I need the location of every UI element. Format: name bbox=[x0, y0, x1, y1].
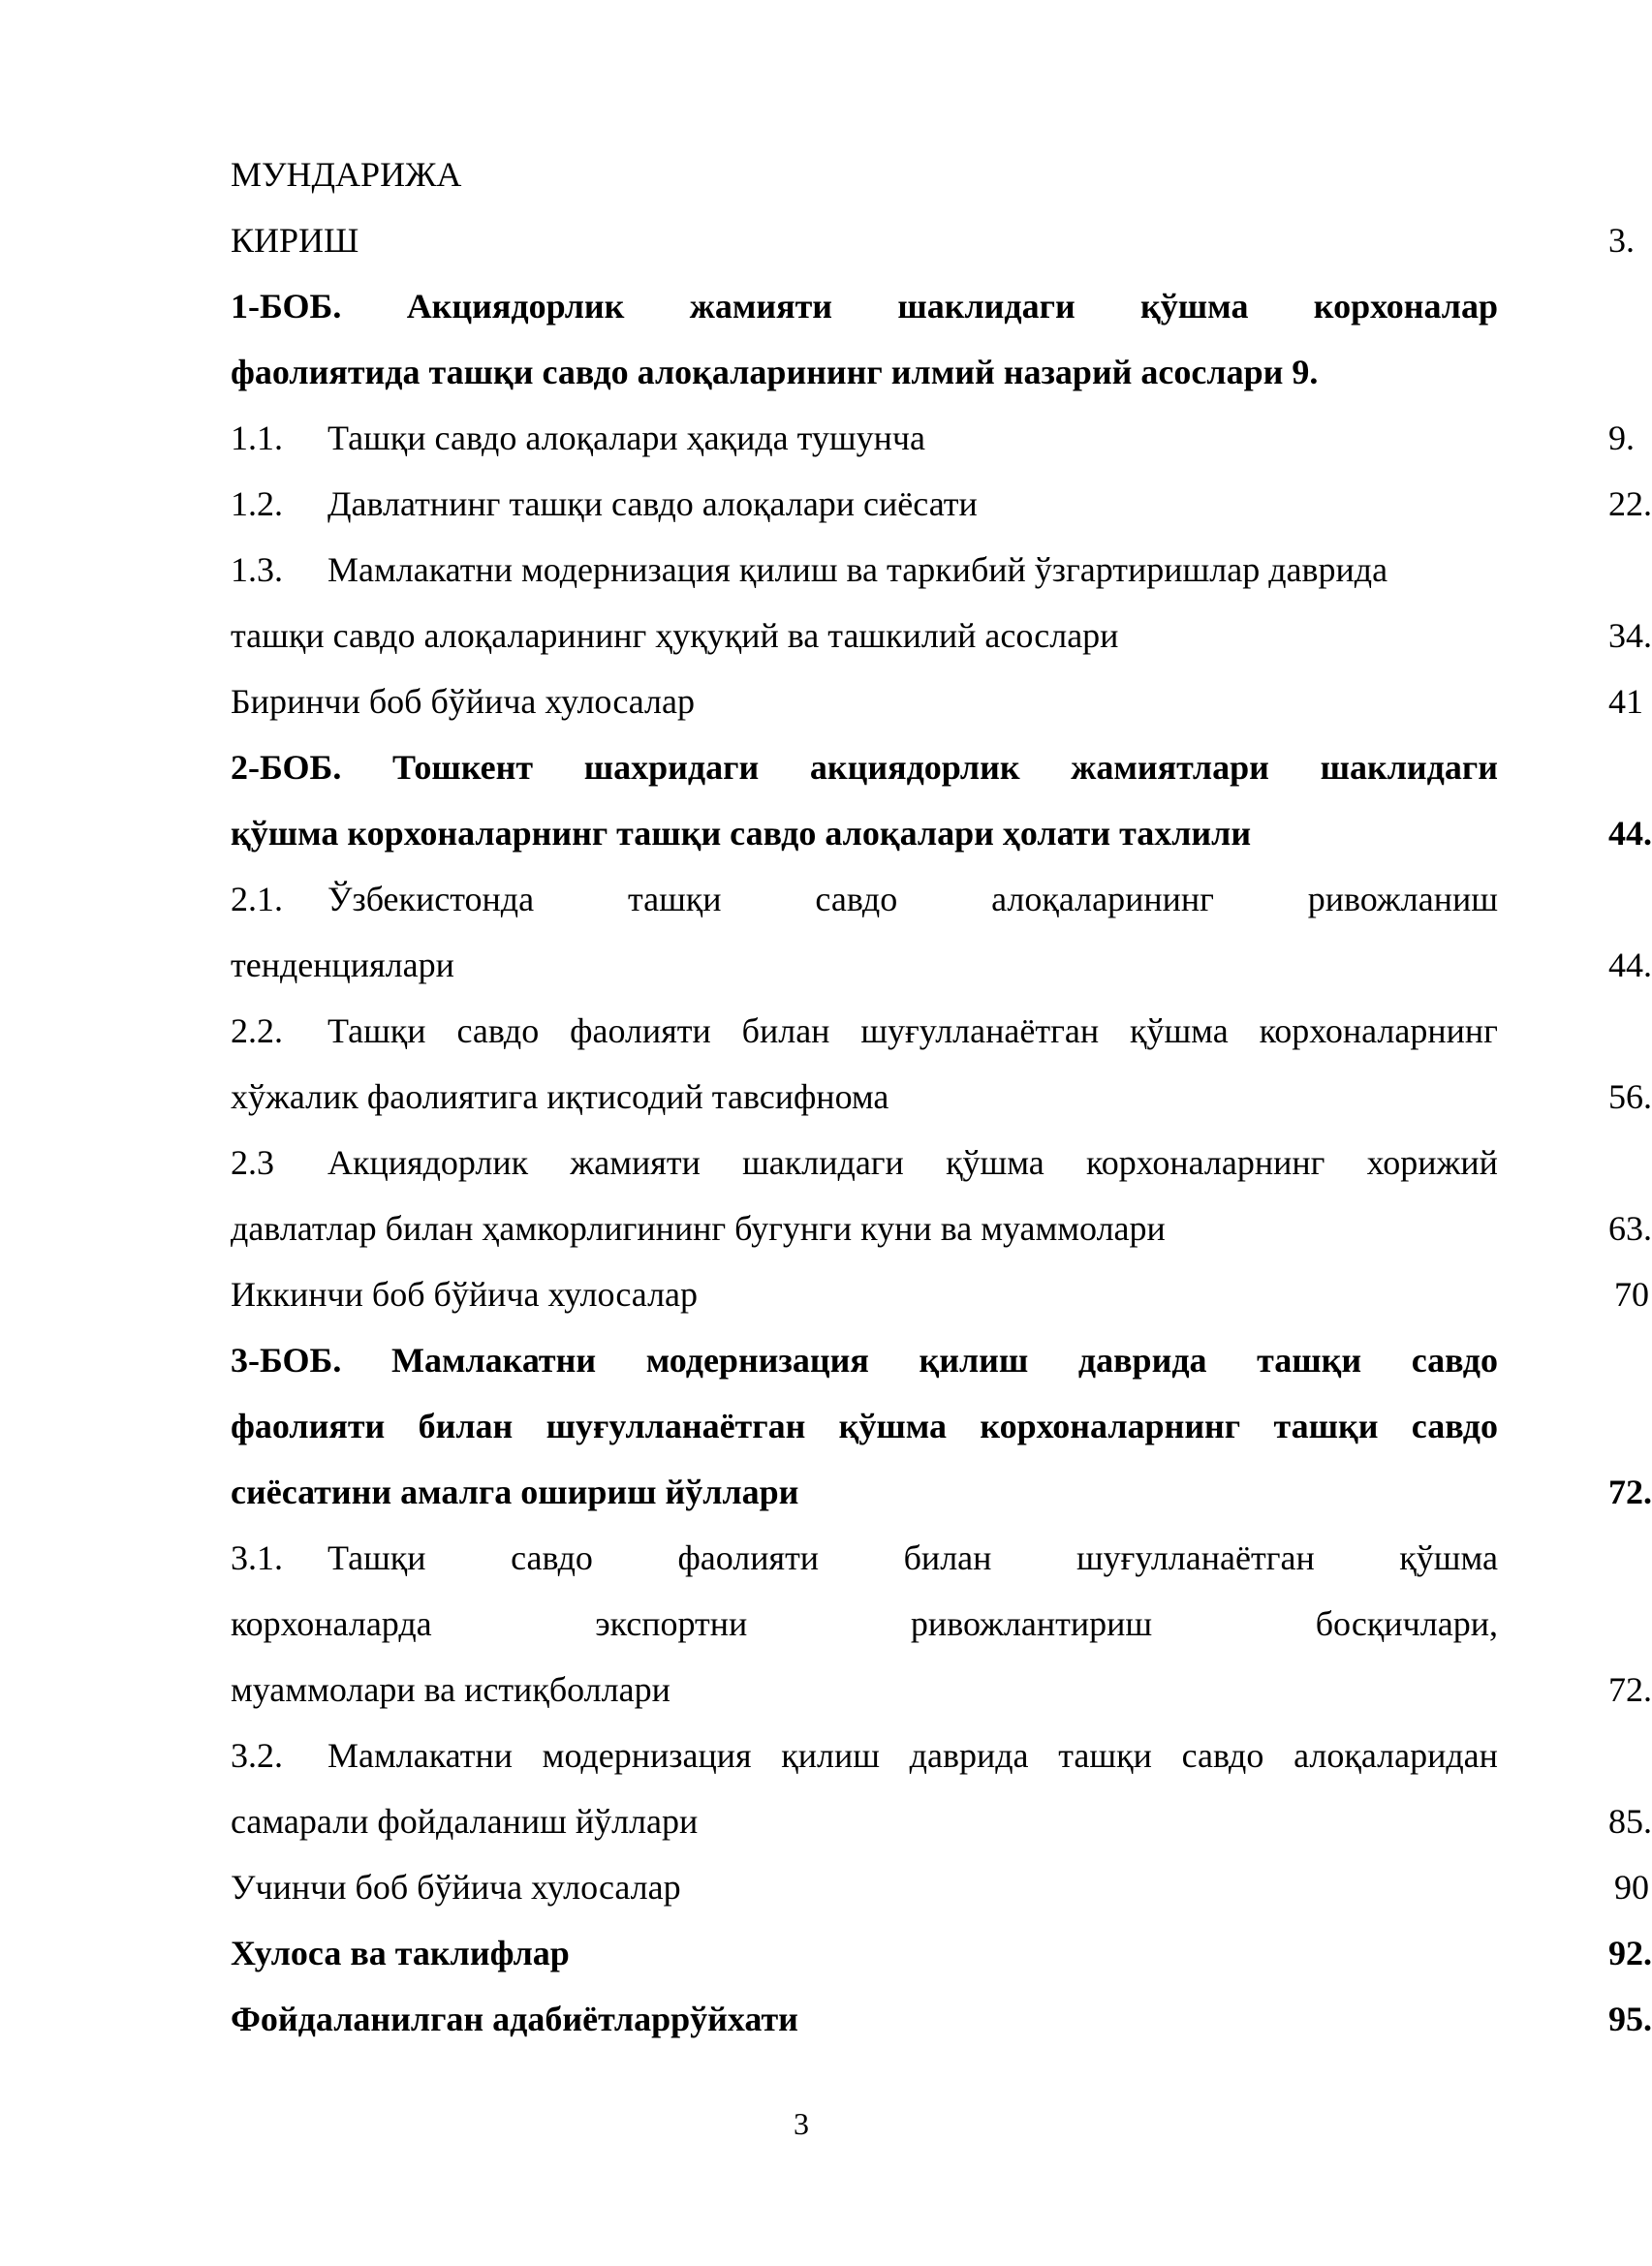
toc-page-number: 9. bbox=[1608, 419, 1635, 457]
toc-word: 1-БОБ. bbox=[231, 287, 342, 326]
toc-section-title bbox=[327, 1135, 1498, 1190]
toc-entry-conclusion-2 bbox=[231, 1267, 1649, 1321]
toc-section-number: 1.1. bbox=[231, 419, 283, 457]
toc-chapter-2-heading-cont: қўшма корхоналарнинг ташқи савдо алоқалари ҳолати тахлили bbox=[231, 814, 1252, 853]
toc-word: қўшма bbox=[946, 1143, 1044, 1182]
toc-word: Мамлакатни bbox=[327, 1736, 513, 1775]
toc-entry-3-1 bbox=[231, 1531, 1498, 1585]
toc-word: корхоналарнинг bbox=[980, 1407, 1241, 1445]
toc-word: савдо bbox=[815, 880, 898, 918]
toc-section-title: Мамлакатни модернизация қилиш ва таркибий ўзгартиришлар даврида bbox=[327, 550, 1388, 589]
toc-section-title-cont: самарали фойдаланиш йўллари bbox=[231, 1802, 699, 1841]
toc-word: 2-БОБ. bbox=[231, 748, 342, 787]
toc-page-number: 92. bbox=[1608, 1934, 1652, 1972]
toc-page-number: 95. bbox=[1608, 2000, 1652, 2038]
toc-word: қўшма bbox=[1129, 1011, 1229, 1050]
page-number: 3 bbox=[794, 2106, 809, 2141]
toc-entry-2-3 bbox=[231, 1135, 1498, 1190]
toc-chapter-2-heading bbox=[231, 740, 1498, 794]
toc-word: қилиш bbox=[919, 1341, 1029, 1380]
toc-entry-label: КИРИШ bbox=[231, 221, 359, 260]
toc-entry-label: Хулоса ва таклифлар bbox=[231, 1934, 570, 1972]
toc-chapter-3-line2 bbox=[231, 1399, 1498, 1453]
toc-word: қилиш bbox=[781, 1736, 880, 1775]
toc-entry-references bbox=[231, 1992, 1652, 2046]
toc-page-number: 85. bbox=[1608, 1802, 1652, 1841]
toc-entry-1-2 bbox=[231, 477, 1652, 531]
toc-chapter-2-line1 bbox=[231, 740, 1498, 794]
toc-page-number: 70 bbox=[1614, 1275, 1649, 1314]
toc-page-number: 22. bbox=[1608, 484, 1652, 523]
toc-word: экспортни bbox=[595, 1604, 748, 1643]
toc-section-title bbox=[327, 1004, 1498, 1058]
toc-chapter-3-heading bbox=[231, 1333, 1498, 1387]
toc-section-title bbox=[327, 1531, 1498, 1585]
toc-section-title: Ташқи савдо алоқалари ҳақида тушунча bbox=[327, 419, 925, 457]
toc-word: алоқаларининг bbox=[991, 880, 1214, 918]
toc-word: фаолияти bbox=[231, 1407, 386, 1445]
toc-word: савдо bbox=[456, 1011, 540, 1050]
toc-word: ривожлантириш bbox=[910, 1604, 1153, 1643]
toc-page-number: 3. bbox=[1608, 221, 1635, 260]
toc-section-number: 3.1. bbox=[231, 1538, 283, 1577]
toc-word: шахридаги bbox=[583, 748, 760, 787]
toc-word: корхоналарнинг bbox=[1086, 1143, 1325, 1182]
toc-title bbox=[231, 147, 1498, 202]
toc-word: ташқи bbox=[1058, 1736, 1152, 1775]
toc-section-number: 2.3 bbox=[231, 1143, 274, 1182]
toc-page-number: 72. bbox=[1608, 1670, 1652, 1709]
toc-word: ташқи bbox=[627, 880, 722, 918]
toc-entry-label: Фойдаланилган адабиётларрўйхати bbox=[231, 2000, 798, 2038]
toc-word: Акциядорлик bbox=[327, 1143, 529, 1182]
toc-word: қўшма bbox=[1399, 1538, 1498, 1577]
toc-chapter-1-line2 bbox=[231, 345, 1498, 399]
toc-section-title bbox=[327, 872, 1498, 926]
toc-word: савдо bbox=[1411, 1407, 1498, 1445]
toc-word: босқичлари, bbox=[1315, 1604, 1498, 1643]
toc-chapter-3-line1 bbox=[231, 1333, 1498, 1387]
toc-word: савдо bbox=[1181, 1736, 1264, 1775]
toc-section-number: 2.1. bbox=[231, 880, 283, 918]
toc-chapter-3-heading-end: сиёсатини амалга ошириш йўллари bbox=[231, 1473, 799, 1511]
toc-section-title bbox=[327, 1728, 1498, 1783]
toc-chapter-3-line3 bbox=[231, 1465, 1652, 1519]
toc-page-number: 63. bbox=[1608, 1209, 1652, 1248]
toc-word: билан bbox=[418, 1407, 514, 1445]
toc-word: Ташқи bbox=[327, 1011, 426, 1050]
toc-section-title-cont: ташқи савдо алоқаларининг ҳуқуқий ва ташкилий асослари bbox=[231, 616, 1119, 655]
toc-word: ривожланиш bbox=[1307, 880, 1498, 918]
toc-entry-3-1-end bbox=[231, 1662, 1652, 1717]
toc-word: фаолияти bbox=[677, 1538, 820, 1577]
toc-chapter-1-line1 bbox=[231, 279, 1498, 333]
toc-entry-1-3 bbox=[231, 543, 1498, 597]
toc-word: савдо bbox=[1411, 1341, 1498, 1380]
toc-word: шуғулланаётган bbox=[545, 1407, 806, 1445]
toc-word: билан bbox=[741, 1011, 830, 1050]
toc-page-number: 34. bbox=[1608, 616, 1652, 655]
toc-section-title-cont bbox=[231, 1597, 1498, 1651]
toc-word: ташқи bbox=[1257, 1341, 1362, 1380]
toc-entry-2-1-cont bbox=[231, 938, 1652, 992]
toc-chapter-2-line2 bbox=[231, 806, 1652, 860]
toc-word: шаклидаги bbox=[897, 287, 1075, 326]
toc-page-number: 44. bbox=[1608, 946, 1652, 984]
toc-page-number: 90 bbox=[1614, 1868, 1649, 1907]
toc-word: билан bbox=[903, 1538, 992, 1577]
toc-word: модернизация bbox=[645, 1341, 869, 1380]
toc-entry-conclusion-1 bbox=[231, 674, 1643, 729]
toc-word: шуғулланаётган bbox=[860, 1011, 1100, 1050]
toc-word: Ташқи bbox=[327, 1538, 426, 1577]
toc-word: жамияти bbox=[689, 287, 833, 326]
toc-word: Тошкент bbox=[392, 748, 534, 787]
toc-word: савдо bbox=[511, 1538, 593, 1577]
toc-section-number: 1.3. bbox=[231, 550, 283, 589]
toc-word: даврида bbox=[1077, 1341, 1207, 1380]
toc-entry-intro bbox=[231, 213, 1635, 267]
toc-word: корхоналарнинг bbox=[1259, 1011, 1498, 1050]
toc-entry-2-2-cont bbox=[231, 1070, 1652, 1124]
toc-word: корхоналарда bbox=[231, 1604, 432, 1643]
toc-entry-1-3-cont bbox=[231, 608, 1652, 663]
toc-entry-conclusion-3 bbox=[231, 1860, 1649, 1914]
toc-entry-label: Иккинчи боб бўйича хулосалар bbox=[231, 1275, 699, 1314]
toc-word: шуғулланаётган bbox=[1075, 1538, 1315, 1577]
toc-page-number: 56. bbox=[1608, 1077, 1652, 1116]
toc-section-number: 3.2. bbox=[231, 1736, 283, 1775]
toc-word: қўшма bbox=[838, 1407, 948, 1445]
toc-word: фаолияти bbox=[570, 1011, 711, 1050]
toc-word: шаклидаги bbox=[1320, 748, 1498, 787]
toc-word: шаклидаги bbox=[742, 1143, 904, 1182]
toc-word: модернизация bbox=[542, 1736, 752, 1775]
toc-chapter-1-heading bbox=[231, 279, 1498, 333]
toc-word: Мамлакатни bbox=[390, 1341, 597, 1380]
toc-entry-2-1 bbox=[231, 872, 1498, 926]
toc-word: жамияти bbox=[570, 1143, 701, 1182]
toc-section-title-cont: давлатлар билан ҳамкорлигининг бугунги куни ва муаммолари bbox=[231, 1209, 1166, 1248]
toc-chapter-1-heading-cont: фаолиятида ташқи савдо алоқаларининг илмий назарий асослари 9. bbox=[231, 353, 1319, 391]
toc-word: ташқи bbox=[1273, 1407, 1379, 1445]
toc-chapter-3-heading-cont bbox=[231, 1399, 1498, 1453]
toc-word: хорижий bbox=[1366, 1143, 1498, 1182]
toc-entry-label: Учинчи боб бўйича хулосалар bbox=[231, 1868, 681, 1907]
toc-entry-3-2-cont bbox=[231, 1794, 1652, 1848]
toc-word: Ўзбекистонда bbox=[327, 880, 535, 918]
toc-entry-conclusions bbox=[231, 1926, 1652, 1980]
toc-word: даврида bbox=[909, 1736, 1029, 1775]
toc-section-title-end: муаммолари ва истиқболлари bbox=[231, 1670, 670, 1709]
toc-word: жамиятлари bbox=[1071, 748, 1269, 787]
toc-entry-3-2 bbox=[231, 1728, 1498, 1783]
toc-entry-2-3-cont bbox=[231, 1201, 1652, 1256]
toc-word: алоқаларидан bbox=[1294, 1736, 1498, 1775]
toc-entry-1-1 bbox=[231, 411, 1635, 465]
toc-word: қўшма bbox=[1140, 287, 1249, 326]
toc-word: Акциядорлик bbox=[406, 287, 625, 326]
toc-page-number: 41 bbox=[1608, 682, 1643, 721]
toc-section-title: Давлатнинг ташқи савдо алоқалари сиёсати bbox=[327, 484, 978, 523]
toc-entry-3-1-cont bbox=[231, 1597, 1498, 1651]
toc-entry-2-2 bbox=[231, 1004, 1498, 1058]
toc-entry-label: Биринчи боб бўйича хулосалар bbox=[231, 682, 695, 721]
toc-page-number: 72. bbox=[1608, 1473, 1652, 1511]
toc-section-number: 2.2. bbox=[231, 1011, 283, 1050]
toc-section-title-cont: хўжалик фаолиятига иқтисодий тавсифнома bbox=[231, 1077, 889, 1116]
toc-word: акциядорлик bbox=[809, 748, 1020, 787]
toc-title-text: МУНДАРИЖА bbox=[231, 155, 462, 194]
toc-page-number: 44. bbox=[1608, 814, 1652, 853]
toc-section-number: 1.2. bbox=[231, 484, 283, 523]
toc-word: 3-БОБ. bbox=[231, 1341, 342, 1380]
toc-section-title-cont: тенденциялари bbox=[231, 946, 454, 984]
toc-word: корхоналар bbox=[1313, 287, 1498, 326]
